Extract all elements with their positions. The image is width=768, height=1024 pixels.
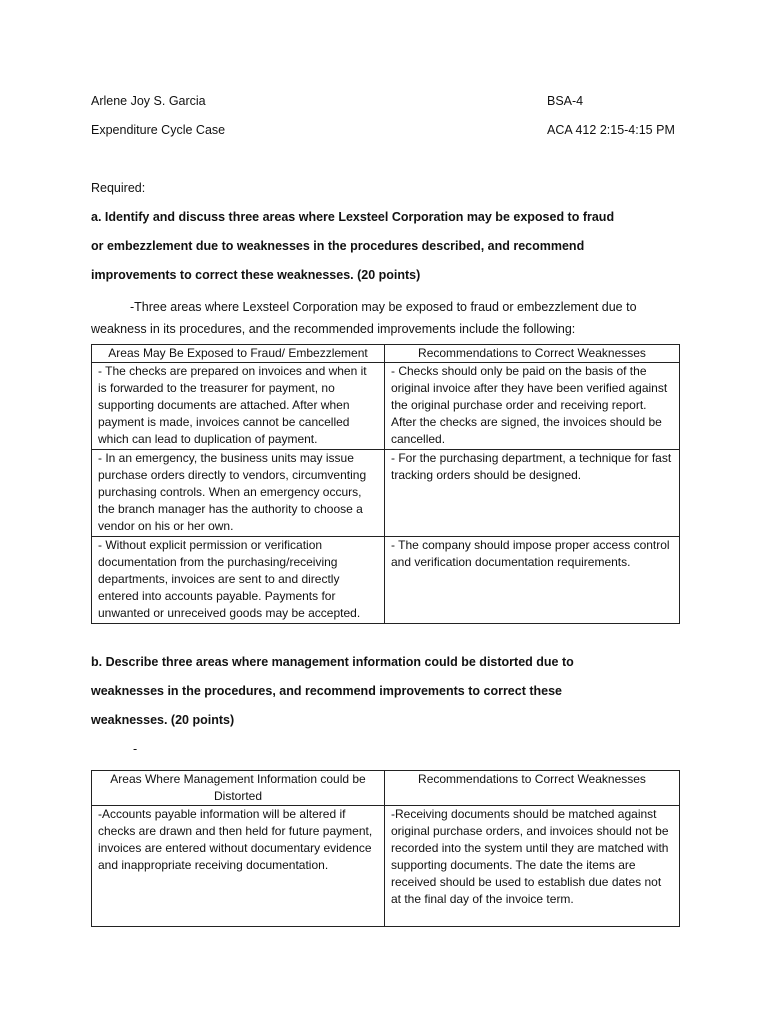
question-a-line-3: improvements to correct these weaknesses. (20 points)	[91, 268, 421, 282]
table-a-header-areas: Areas May Be Exposed to Fraud/ Embezzlement	[92, 345, 385, 363]
table-a-area-cell: - The checks are prepared on invoices and when it is forwarded to the treasurer for payment, no supporting documents are attached. After when payment is made, invoices cannot be cancelled which can lead to duplication of payment.	[92, 363, 385, 450]
course-schedule: ACA 412 2:15-4:15 PM	[547, 123, 675, 137]
question-b-line-1: b. Describe three areas where management information could be distorted due to	[91, 655, 574, 669]
table-a-recommendation-cell: - For the purchasing department, a technique for fast tracking orders should be designed.	[385, 450, 680, 537]
question-a-line-1: a. Identify and discuss three areas where Lexsteel Corporation may be exposed to fraud	[91, 210, 615, 224]
table-row	[92, 806, 680, 927]
answer-a-intro-text: -Three areas where Lexsteel Corporation may be exposed to fraud or embezzlement due to weakness in its procedures, and the recommended improvements include the following:	[91, 300, 637, 336]
table-a-area-cell: - Without explicit permission or verification documentation from the purchasing/receiving departments, invoices are sent to and directly entered into accounts payable. Payments for unwanted or unreceived goods may be accepted.	[92, 537, 385, 624]
section-label: BSA-4	[547, 94, 584, 108]
table-a-recommendation-cell: - The company should impose proper access control and verification documentation requirements.	[385, 537, 680, 624]
document-title: Expenditure Cycle Case	[91, 123, 226, 137]
answer-a-intro	[91, 296, 681, 340]
table-b-recommendation-cell: -Receiving documents should be matched against original purchase orders, and invoices should not be recorded into the system until they are matched with supporting documents. The date the items are received should be used to establish due dates not at the final day of the invoice term.	[385, 806, 680, 927]
question-b-line-3: weaknesses. (20 points)	[91, 713, 235, 727]
question-a-line-2: or embezzlement due to weaknesses in the procedures described, and recommend	[91, 239, 585, 253]
table-b-area-cell: -Accounts payable information will be altered if checks are drawn and then held for future payment, invoices are entered without documentary evidence and inappropriate receiving documentation.	[92, 806, 385, 927]
student-name: Arlene Joy S. Garcia	[91, 94, 206, 108]
table-row	[92, 363, 680, 450]
question-b-line-2: weaknesses in the procedures, and recommend improvements to correct these	[91, 684, 562, 698]
required-label: Required:	[91, 181, 146, 195]
table-b-header-recommendations: Recommendations to Correct Weaknesses	[385, 771, 680, 806]
table-a-header-recommendations: Recommendations to Correct Weaknesses	[385, 345, 680, 363]
table-b-header-areas: Areas Where Management Information could be Distorted	[92, 771, 385, 806]
distortion-areas-table	[91, 770, 680, 927]
table-row	[92, 537, 680, 624]
fraud-areas-table	[91, 344, 680, 624]
table-row	[92, 450, 680, 537]
answer-b-dash: -	[133, 742, 138, 756]
table-a-recommendation-cell: - Checks should only be paid on the basis of the original invoice after they have been verified against the original purchase order and receiving report. After the checks are signed, the invoices should be cancelled.	[385, 363, 680, 450]
table-a-area-cell: - In an emergency, the business units may issue purchase orders directly to vendors, circumventing purchasing controls. When an emergency occurs, the branch manager has the authority to choose a vendor on his or her own.	[92, 450, 385, 537]
